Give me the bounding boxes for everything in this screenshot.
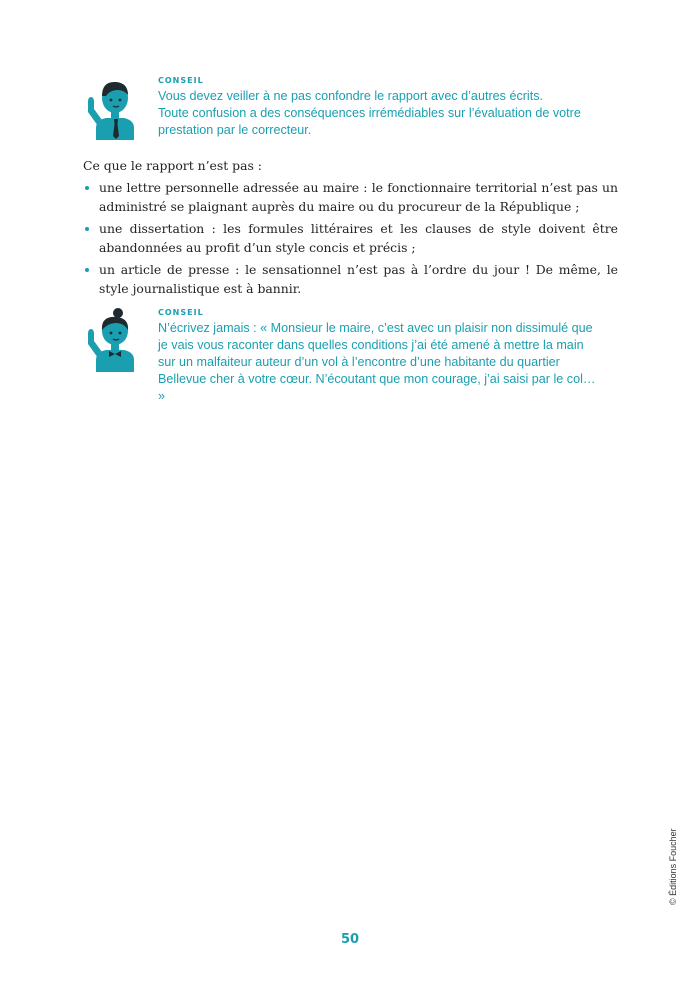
page-number: 50 [340,932,360,947]
advice-box-2 [80,308,600,403]
bullet-dot-icon [85,268,89,272]
copyright-notice: © Éditions Foucher [668,828,678,905]
bullet-list [83,178,618,298]
bullet-item [83,219,618,257]
bullet-text: une dissertation : les formules littéraires et les clauses de style doivent être abandonnées au profit d’un style concis et précis ; [99,221,618,255]
bullet-dot-icon [85,227,89,231]
advice-label: CONSEIL [158,308,204,317]
bullet-item [83,178,618,216]
woman-avatar-icon [80,308,140,372]
advice-text: Vous devez veiller à ne pas confondre le rapport avec d’autres écrits. Toute confusion a des conséquences irrémédiables sur l’évaluation de votre prestation par le correcteur. [158,89,581,137]
bullet-text: un article de presse : le sensationnel n’est pas à l’ordre du jour ! De même, le style journalistique est à bannir. [99,262,618,296]
bullet-dot-icon [85,186,89,190]
advice-text: N’écrivez jamais : « Monsieur le maire, c’est avec un plaisir non dissimulé que je vais vous raconter dans quelles conditions j’ai été amené à mettre la main sur un malfaiteur auteur d’un vol à l’encontre d’une habitante du quartier Bellevue cher à votre cœur. N’écoutant que mon courage, j’ai saisi par le col… » [158,321,596,403]
intro-sentence: Ce que le rapport n’est pas : [83,158,262,173]
man-avatar-icon [80,76,140,140]
main-content [83,156,618,301]
advice-body-2 [158,308,598,405]
advice-label: CONSEIL [158,76,204,85]
bullet-text: une lettre personnelle adressée au maire : le fonctionnaire territorial n’est pas un administré se plaignant auprès du maire ou du procureur de la République ; [99,180,618,214]
bullet-item [83,260,618,298]
advice-box-1 [80,76,600,144]
advice-body-1 [158,76,598,139]
